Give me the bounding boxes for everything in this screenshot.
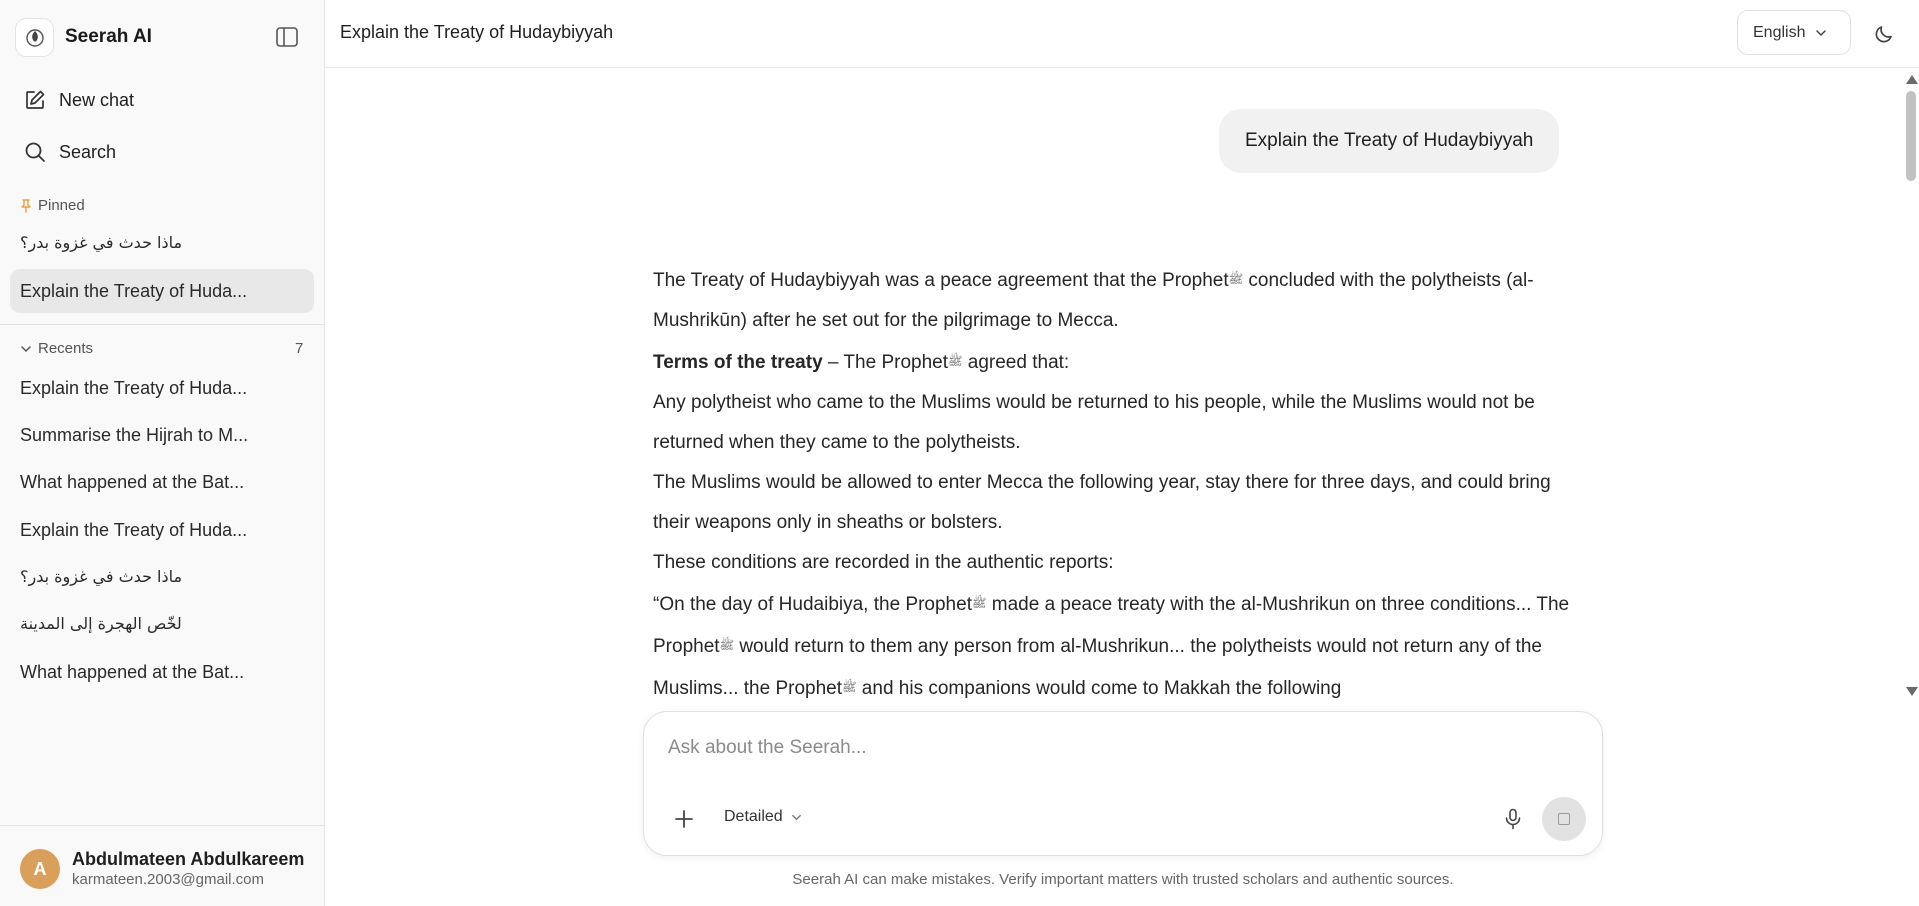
search-icon	[23, 140, 47, 164]
conversation-title: Explain the Treaty of Hudaybiyyah	[340, 22, 614, 42]
user-profile[interactable]	[20, 848, 304, 890]
saw-glyph: ﷺ	[971, 596, 987, 610]
recents-label: Recents	[38, 340, 94, 357]
stop-icon[interactable]	[1542, 797, 1586, 841]
chevron-down-icon	[1815, 27, 1827, 39]
recent-chat-item[interactable]	[10, 508, 314, 552]
recent-chat-item[interactable]	[10, 366, 314, 410]
app-name: Seerah AI	[65, 26, 152, 47]
chat-item-label: What happened at the Bat...	[20, 661, 245, 682]
chat-item-label: Explain the Treaty of Huda...	[20, 377, 248, 398]
saw-glyph: ﷺ	[1228, 272, 1244, 286]
chevron-down-icon	[791, 812, 802, 823]
answer-paragraph: The Muslims would be allowed to enter Mecca the following year, stay there for three days, and could bring their weapons only in sheaths or bolsters.	[653, 472, 1551, 533]
pinned-header	[20, 197, 85, 214]
chat-item-label: لخّص الهجرة إلى المدينة	[20, 613, 182, 633]
message-input[interactable]	[668, 737, 1568, 759]
moon-icon[interactable]	[1870, 20, 1898, 48]
recent-chat-item[interactable]	[10, 554, 314, 598]
saw-glyph: ﷺ	[948, 354, 963, 368]
compose-icon	[23, 88, 47, 112]
chat-item-label: ماذا حدث في غزوة بدر؟	[20, 566, 183, 586]
plus-icon[interactable]	[670, 805, 698, 833]
answer-paragraph: Any polytheist who came to the Muslims would be returned to his people, while the Muslims would not be returned when they came to the polytheists.	[653, 392, 1535, 453]
recents-count: 7	[295, 340, 304, 357]
sidebar-footer-divider	[0, 825, 325, 826]
avatar: A	[20, 849, 60, 889]
microphone-icon[interactable]	[1499, 805, 1527, 833]
chat-item-label: Summarise the Hijrah to M...	[20, 424, 249, 445]
new-chat-button[interactable]	[10, 78, 314, 122]
pin-icon	[20, 199, 32, 213]
answer-paragraph: The Treaty of Hudaybiyyah was a peace agreement that the Prophetﷺ concluded with the polytheists (al-Mushrikūn) after he set out for the pilgrimage to Mecca.	[653, 270, 1534, 331]
topbar	[325, 0, 1919, 68]
brand	[15, 18, 152, 56]
recent-chat-item[interactable]	[10, 413, 314, 457]
scrollbar[interactable]	[1903, 69, 1919, 709]
seerah-logo-icon	[15, 18, 54, 57]
scrollbar-thumb[interactable]	[1906, 91, 1916, 181]
assistant-answer	[653, 259, 1573, 709]
response-mode-value: Detailed	[724, 808, 783, 825]
search-label: Search	[59, 141, 117, 162]
response-mode-select[interactable]	[724, 808, 802, 826]
language-select[interactable]	[1737, 10, 1851, 55]
new-chat-label: New chat	[59, 89, 135, 110]
chevron-down-icon	[20, 343, 32, 355]
user-name: Abdulmateen Abdulkareem	[72, 849, 305, 869]
answer-paragraph: Terms of the treaty – The Prophetﷺ agreed that:	[653, 352, 1070, 373]
scroll-down-arrow-icon[interactable]	[1906, 687, 1918, 696]
answer-quote: “On the day of Hudaibiya, the Prophetﷺ made a peace treaty with the al-Mushrikun on three conditions... The Prophetﷺ would return to them any person from al-Mushrikun... the polytheists would not return any of the Muslims... the Prophetﷺ and his companions would come to Makkah the following	[653, 594, 1570, 699]
sidebar	[0, 0, 325, 906]
chat-item-label: Explain the Treaty of Huda...	[20, 519, 248, 540]
user-message: Explain the Treaty of Hudaybiyyah	[1219, 109, 1559, 173]
sidebar-toggle-icon[interactable]	[273, 24, 301, 50]
recent-chat-item[interactable]	[10, 460, 314, 504]
disclaimer: Seerah AI can make mistakes. Verify important matters with trusted scholars and authentic sources.	[792, 871, 1454, 888]
language-value: English	[1753, 23, 1806, 41]
sidebar-divider	[0, 324, 325, 325]
saw-glyph: ﷺ	[842, 680, 857, 694]
chat-item-label: What happened at the Bat...	[20, 471, 245, 492]
pinned-chat-item-active[interactable]	[10, 269, 314, 313]
recent-chat-item[interactable]	[10, 601, 314, 645]
user-email: karmateen.2003@gmail.com	[72, 871, 264, 888]
scroll-up-arrow-icon[interactable]	[1906, 75, 1918, 84]
pinned-label: Pinned	[38, 197, 85, 214]
conversation-area	[325, 69, 1919, 709]
saw-glyph: ﷺ	[719, 638, 735, 652]
composer	[643, 711, 1603, 856]
search-button[interactable]	[10, 130, 314, 174]
recents-header[interactable]	[20, 340, 93, 357]
chat-item-label: Explain the Treaty of Huda...	[20, 280, 248, 301]
chat-item-label: ماذا حدث في غزوة بدر؟	[20, 232, 183, 252]
answer-paragraph: These conditions are recorded in the authentic reports:	[653, 552, 1114, 573]
recent-chat-item[interactable]	[10, 650, 314, 694]
pinned-chat-item[interactable]	[10, 220, 314, 264]
